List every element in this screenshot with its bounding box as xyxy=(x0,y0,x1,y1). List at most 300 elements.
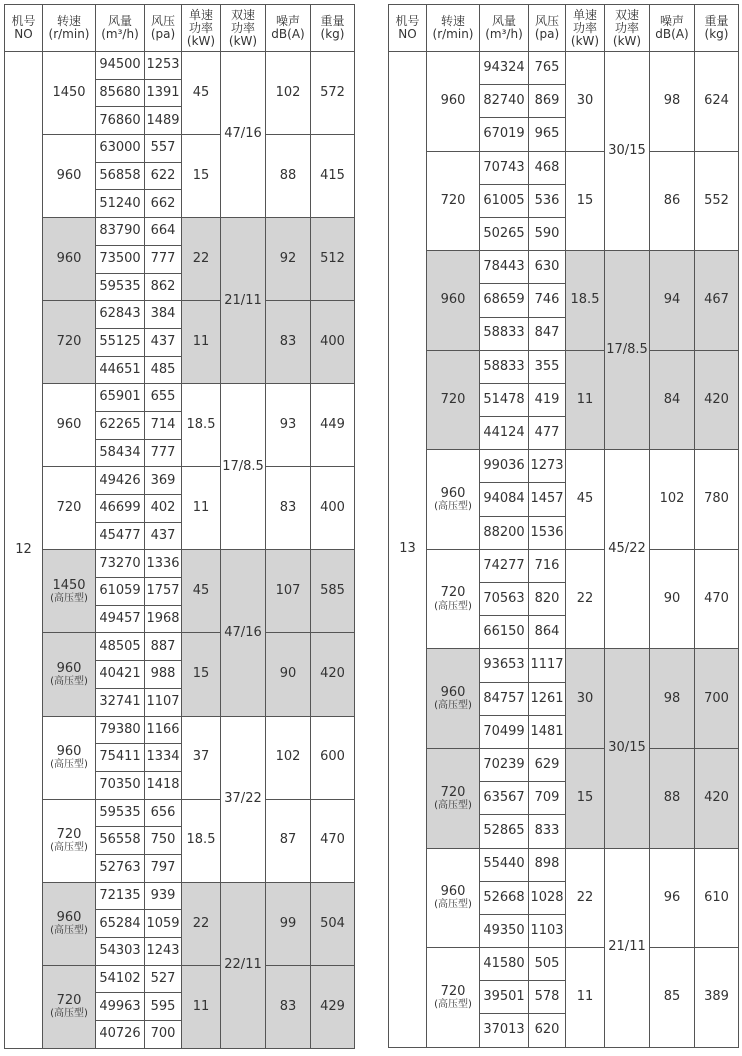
noise-cell: 83 xyxy=(266,965,311,1048)
speed-value: 720 xyxy=(440,983,466,999)
noise-cell: 87 xyxy=(266,799,311,882)
pressure-cell: 578 xyxy=(529,981,566,1014)
table-row xyxy=(389,251,739,284)
airflow-cell: 70563 xyxy=(480,583,529,616)
noise-cell: 83 xyxy=(266,467,311,550)
airflow-cell: 50265 xyxy=(480,217,529,250)
pressure-cell: 1243 xyxy=(145,938,182,966)
noise-cell: 86 xyxy=(650,151,695,251)
pressure-cell: 590 xyxy=(529,217,566,250)
header-line: 机号 xyxy=(11,14,36,28)
speed-value: 1450 xyxy=(52,84,86,100)
high-pressure-note: (高压型) xyxy=(434,899,472,911)
table-row xyxy=(5,384,355,412)
table-row xyxy=(389,52,739,85)
dual-speed-power-cell: 45/22 xyxy=(605,450,650,649)
airflow-cell: 93653 xyxy=(480,649,529,682)
speed-value: 720 xyxy=(440,585,466,601)
header-line: 噪声 xyxy=(275,14,300,28)
airflow-col-header xyxy=(96,5,145,52)
speed-value: 720 xyxy=(440,192,466,208)
header-row xyxy=(389,5,739,52)
high-pressure-note: (高压型) xyxy=(434,799,472,811)
table-row xyxy=(5,218,355,246)
airflow-cell: 70350 xyxy=(96,771,145,799)
single-speed-power-cell: 15 xyxy=(566,151,605,251)
pressure-cell: 505 xyxy=(529,948,566,981)
airflow-cell: 94500 xyxy=(96,52,145,80)
high-pressure-note: (高压型) xyxy=(50,1008,88,1020)
pressure-cell: 833 xyxy=(529,815,566,848)
pressure-cell: 656 xyxy=(145,799,182,827)
high-pressure-note: (高压型) xyxy=(50,759,88,771)
pressure-cell: 709 xyxy=(529,782,566,815)
pressure-cell: 1391 xyxy=(145,79,182,107)
dual-power-col-header xyxy=(221,5,266,52)
table-row xyxy=(389,848,739,881)
airflow-cell: 84757 xyxy=(480,682,529,715)
pressure-cell: 862 xyxy=(145,273,182,301)
table-row xyxy=(5,965,355,993)
pressure-cell: 477 xyxy=(529,417,566,450)
noise-cell: 85 xyxy=(650,948,695,1048)
header-line: 风压 xyxy=(150,14,175,28)
table-row xyxy=(5,716,355,744)
airflow-cell: 73500 xyxy=(96,245,145,273)
speed-value: 1450 xyxy=(52,577,86,593)
weight-cell: 552 xyxy=(695,151,739,251)
table-row xyxy=(389,748,739,781)
airflow-cell: 68659 xyxy=(480,284,529,317)
speed-cell xyxy=(427,649,480,749)
pressure-cell: 1261 xyxy=(529,682,566,715)
high-pressure-note: (高压型) xyxy=(50,676,88,688)
pressure-cell: 716 xyxy=(529,549,566,582)
noise-cell: 88 xyxy=(266,135,311,218)
pressure-cell: 1107 xyxy=(145,688,182,716)
airflow-cell: 62265 xyxy=(96,411,145,439)
table-row xyxy=(5,633,355,661)
airflow-cell: 55125 xyxy=(96,328,145,356)
dual-speed-power-cell: 17/8.5 xyxy=(221,384,266,550)
single-speed-power-cell: 11 xyxy=(182,301,221,384)
airflow-cell: 76860 xyxy=(96,107,145,135)
pressure-cell: 402 xyxy=(145,495,182,523)
speed-value: 960 xyxy=(440,93,466,109)
single-speed-power-cell: 45 xyxy=(182,550,221,633)
airflow-cell: 41580 xyxy=(480,948,529,981)
dual-speed-power-cell: 47/16 xyxy=(221,550,266,716)
dual-speed-power-cell: 47/16 xyxy=(221,52,266,218)
speed-value: 960 xyxy=(56,910,82,925)
pressure-cell: 898 xyxy=(529,848,566,881)
single-speed-power-cell: 30 xyxy=(566,649,605,749)
model-number-cell: 12 xyxy=(5,52,43,1049)
pressure-cell: 527 xyxy=(145,965,182,993)
speed-value: 960 xyxy=(440,685,466,700)
weight-cell: 624 xyxy=(695,52,739,152)
weight-cell: 780 xyxy=(695,450,739,550)
pressure-cell: 662 xyxy=(145,190,182,218)
noise-cell: 96 xyxy=(650,848,695,948)
model-col-header xyxy=(389,5,427,52)
speed-value: 960 xyxy=(56,660,82,676)
airflow-cell: 63000 xyxy=(96,135,145,163)
pressure-cell: 620 xyxy=(529,1014,566,1047)
speed-cell xyxy=(427,848,480,948)
airflow-cell: 99036 xyxy=(480,450,529,483)
speed-cell xyxy=(43,799,96,882)
single-speed-power-cell: 22 xyxy=(182,882,221,965)
airflow-cell: 37013 xyxy=(480,1014,529,1047)
pressure-cell: 630 xyxy=(529,251,566,284)
airflow-cell: 94084 xyxy=(480,483,529,516)
speed-cell xyxy=(427,151,480,251)
weight-cell: 420 xyxy=(695,748,739,848)
speed-value: 960 xyxy=(56,167,82,183)
weight-cell: 585 xyxy=(311,550,355,633)
speed-value: 720 xyxy=(56,334,82,350)
pressure-cell: 988 xyxy=(145,661,182,689)
speed-cell xyxy=(43,633,96,716)
pressure-cell: 419 xyxy=(529,383,566,416)
high-pressure-note: (高压型) xyxy=(50,925,88,937)
pressure-cell: 1028 xyxy=(529,881,566,914)
pressure-cell: 595 xyxy=(145,993,182,1021)
speed-cell xyxy=(43,301,96,384)
pressure-cell: 1968 xyxy=(145,605,182,633)
weight-cell: 400 xyxy=(311,301,355,384)
pressure-cell: 700 xyxy=(145,1021,182,1049)
single-power-col-header xyxy=(566,5,605,52)
airflow-cell: 58833 xyxy=(480,350,529,383)
header-line: 双速 xyxy=(230,7,255,22)
airflow-cell: 46699 xyxy=(96,495,145,523)
single-speed-power-cell: 11 xyxy=(566,948,605,1048)
single-speed-power-cell: 22 xyxy=(182,218,221,301)
airflow-cell: 61005 xyxy=(480,184,529,217)
noise-cell: 93 xyxy=(266,384,311,467)
pressure-cell: 384 xyxy=(145,301,182,329)
pressure-cell: 777 xyxy=(145,439,182,467)
pressure-cell: 714 xyxy=(145,411,182,439)
single-speed-power-cell: 11 xyxy=(566,350,605,450)
pressure-cell: 536 xyxy=(529,184,566,217)
airflow-cell: 44124 xyxy=(480,417,529,450)
pressure-cell: 746 xyxy=(529,284,566,317)
pressure-cell: 847 xyxy=(529,317,566,350)
airflow-cell: 70239 xyxy=(480,748,529,781)
weight-cell: 449 xyxy=(311,384,355,467)
single-speed-power-cell: 11 xyxy=(182,965,221,1048)
airflow-cell: 70499 xyxy=(480,715,529,748)
header-line: 功率 xyxy=(614,20,639,35)
header-line: (pa) xyxy=(150,27,176,41)
airflow-cell: 45477 xyxy=(96,522,145,550)
noise-cell: 84 xyxy=(650,350,695,450)
pressure-cell: 1481 xyxy=(529,715,566,748)
airflow-cell: 61059 xyxy=(96,578,145,606)
model-col-header xyxy=(5,5,43,52)
noise-cell: 92 xyxy=(266,218,311,301)
airflow-cell: 59535 xyxy=(96,273,145,301)
airflow-cell: 44651 xyxy=(96,356,145,384)
airflow-cell: 70743 xyxy=(480,151,529,184)
single-speed-power-cell: 30 xyxy=(566,52,605,152)
single-speed-power-cell: 18.5 xyxy=(566,251,605,351)
weight-cell: 429 xyxy=(311,965,355,1048)
airflow-cell: 78443 xyxy=(480,251,529,284)
weight-cell: 700 xyxy=(695,649,739,749)
header-line: 机号 xyxy=(395,14,420,28)
airflow-cell: 54303 xyxy=(96,938,145,966)
table-row xyxy=(5,550,355,578)
noise-cell: 98 xyxy=(650,649,695,749)
airflow-cell: 85680 xyxy=(96,79,145,107)
header-line: 转速 xyxy=(440,14,465,28)
pressure-cell: 765 xyxy=(529,52,566,85)
noise-cell: 90 xyxy=(650,549,695,649)
single-speed-power-cell: 11 xyxy=(182,467,221,550)
airflow-cell: 62843 xyxy=(96,301,145,329)
airflow-cell: 49350 xyxy=(480,914,529,947)
high-pressure-note: (高压型) xyxy=(50,842,88,854)
dual-power-col-header xyxy=(605,5,650,52)
header-line: (r/min) xyxy=(432,27,474,41)
pressure-cell: 820 xyxy=(529,583,566,616)
pressure-cell: 369 xyxy=(145,467,182,495)
pressure-col-header xyxy=(529,5,566,52)
airflow-cell: 59535 xyxy=(96,799,145,827)
airflow-cell: 49457 xyxy=(96,605,145,633)
table-row xyxy=(389,151,739,184)
airflow-cell: 65284 xyxy=(96,910,145,938)
weight-cell: 470 xyxy=(695,549,739,649)
header-line: (r/min) xyxy=(48,27,90,41)
airflow-cell: 58434 xyxy=(96,439,145,467)
pressure-cell: 1253 xyxy=(145,52,182,80)
header-line: 风量 xyxy=(107,14,132,28)
airflow-cell: 51478 xyxy=(480,383,529,416)
pressure-cell: 468 xyxy=(529,151,566,184)
noise-cell: 83 xyxy=(266,301,311,384)
weight-cell: 389 xyxy=(695,948,739,1048)
single-speed-power-cell: 37 xyxy=(182,716,221,799)
pressure-cell: 629 xyxy=(529,748,566,781)
weight-cell: 400 xyxy=(311,467,355,550)
airflow-cell: 51240 xyxy=(96,190,145,218)
speed-cell xyxy=(43,882,96,965)
speed-value: 720 xyxy=(56,826,82,842)
speed-value: 960 xyxy=(56,251,82,266)
airflow-cell: 49963 xyxy=(96,993,145,1021)
header-line: (kW) xyxy=(570,33,600,48)
weight-cell: 504 xyxy=(311,882,355,965)
weight-col-header xyxy=(311,5,355,52)
dual-speed-power-cell: 17/8.5 xyxy=(605,251,650,450)
pressure-cell: 869 xyxy=(529,85,566,118)
airflow-cell: 58833 xyxy=(480,317,529,350)
pressure-cell: 655 xyxy=(145,384,182,412)
airflow-cell: 54102 xyxy=(96,965,145,993)
pressure-cell: 1757 xyxy=(145,578,182,606)
speed-cell xyxy=(427,450,480,550)
pressure-cell: 664 xyxy=(145,218,182,246)
high-pressure-note: (高压型) xyxy=(434,600,472,612)
speed-value: 720 xyxy=(56,500,82,516)
airflow-cell: 83790 xyxy=(96,218,145,246)
pressure-cell: 965 xyxy=(529,118,566,151)
noise-cell: 99 xyxy=(266,882,311,965)
speed-cell xyxy=(427,948,480,1048)
airflow-cell: 40726 xyxy=(96,1021,145,1049)
single-speed-power-cell: 45 xyxy=(182,52,221,135)
table-row xyxy=(5,301,355,329)
speed-col-header xyxy=(427,5,480,52)
table-row xyxy=(389,450,739,483)
pressure-cell: 750 xyxy=(145,827,182,855)
weight-cell: 467 xyxy=(695,251,739,351)
header-line: (m³/h) xyxy=(101,27,139,41)
airflow-cell: 52668 xyxy=(480,881,529,914)
table-row xyxy=(389,350,739,383)
noise-col-header xyxy=(266,5,311,52)
noise-cell: 94 xyxy=(650,251,695,351)
speed-value: 720 xyxy=(440,784,466,800)
single-speed-power-cell: 45 xyxy=(566,450,605,550)
speed-value: 960 xyxy=(440,485,466,501)
airflow-cell: 74277 xyxy=(480,549,529,582)
speed-cell xyxy=(43,467,96,550)
header-line: dB(A) xyxy=(655,27,689,41)
pressure-cell: 1418 xyxy=(145,771,182,799)
high-pressure-note: (高压型) xyxy=(434,998,472,1010)
speed-cell xyxy=(427,350,480,450)
airflow-cell: 39501 xyxy=(480,981,529,1014)
pressure-cell: 1273 xyxy=(529,450,566,483)
high-pressure-note: (高压型) xyxy=(434,700,472,712)
table-row xyxy=(5,135,355,163)
header-line: 噪声 xyxy=(659,14,684,28)
weight-col-header xyxy=(695,5,739,52)
header-line: dB(A) xyxy=(271,27,305,41)
weight-cell: 415 xyxy=(311,135,355,218)
pressure-cell: 1059 xyxy=(145,910,182,938)
single-speed-power-cell: 22 xyxy=(566,549,605,649)
dual-speed-power-cell: 21/11 xyxy=(221,218,266,384)
speed-cell xyxy=(43,965,96,1048)
header-line: (kW) xyxy=(186,33,216,48)
speed-cell xyxy=(427,748,480,848)
dual-speed-power-cell: 21/11 xyxy=(605,848,650,1047)
header-line: 风量 xyxy=(491,14,516,28)
speed-cell xyxy=(43,218,96,301)
table-row xyxy=(5,52,355,80)
weight-cell: 610 xyxy=(695,848,739,948)
header-line: 双速 xyxy=(614,7,639,22)
airflow-cell: 48505 xyxy=(96,633,145,661)
weight-cell: 600 xyxy=(311,716,355,799)
speed-cell xyxy=(43,135,96,218)
airflow-cell: 66150 xyxy=(480,616,529,649)
dual-speed-power-cell: 30/15 xyxy=(605,52,650,251)
pressure-cell: 1117 xyxy=(529,649,566,682)
pressure-cell: 1166 xyxy=(145,716,182,744)
speed-value: 720 xyxy=(440,391,466,407)
speed-cell xyxy=(427,549,480,649)
airflow-cell: 63567 xyxy=(480,782,529,815)
weight-cell: 420 xyxy=(695,350,739,450)
header-line: 重量 xyxy=(320,14,345,28)
dual-speed-power-cell: 30/15 xyxy=(605,649,650,848)
noise-cell: 88 xyxy=(650,748,695,848)
pressure-col-header xyxy=(145,5,182,52)
header-line: 功率 xyxy=(188,20,213,35)
noise-cell: 98 xyxy=(650,52,695,152)
header-line: 功率 xyxy=(572,20,597,35)
header-line: 转速 xyxy=(56,14,81,28)
speed-value: 720 xyxy=(56,993,82,1009)
pressure-cell: 1536 xyxy=(529,516,566,549)
airflow-cell: 56858 xyxy=(96,162,145,190)
airflow-cell: 55440 xyxy=(480,848,529,881)
speed-value: 960 xyxy=(56,417,82,433)
header-line: (m³/h) xyxy=(485,27,523,41)
pressure-cell: 797 xyxy=(145,854,182,882)
airflow-cell: 40421 xyxy=(96,661,145,689)
pressure-cell: 1103 xyxy=(529,914,566,947)
single-speed-power-cell: 18.5 xyxy=(182,799,221,882)
table-row xyxy=(5,882,355,910)
airflow-col-header xyxy=(480,5,529,52)
weight-cell: 572 xyxy=(311,52,355,135)
airflow-cell: 79380 xyxy=(96,716,145,744)
speed-col-header xyxy=(43,5,96,52)
spec-table-right xyxy=(388,4,739,1048)
speed-cell xyxy=(43,52,96,135)
single-speed-power-cell: 22 xyxy=(566,848,605,948)
header-line: (kg) xyxy=(704,27,729,41)
spec-table-left xyxy=(4,4,355,1049)
speed-cell xyxy=(43,550,96,633)
airflow-cell: 65901 xyxy=(96,384,145,412)
pressure-cell: 355 xyxy=(529,350,566,383)
header-line: 单速 xyxy=(188,7,213,22)
dual-speed-power-cell: 37/22 xyxy=(221,716,266,882)
airflow-cell: 52763 xyxy=(96,854,145,882)
noise-cell: 107 xyxy=(266,550,311,633)
header-line: (kW) xyxy=(612,33,642,48)
model-number-cell: 13 xyxy=(389,52,427,1048)
dual-speed-power-cell: 22/11 xyxy=(221,882,266,1048)
single-speed-power-cell: 15 xyxy=(182,135,221,218)
header-line: 单速 xyxy=(572,7,597,22)
speed-cell xyxy=(427,52,480,152)
noise-cell: 90 xyxy=(266,633,311,716)
table-row xyxy=(389,948,739,981)
pressure-cell: 622 xyxy=(145,162,182,190)
table-row xyxy=(5,799,355,827)
table-row xyxy=(389,549,739,582)
table-row xyxy=(5,467,355,495)
speed-cell xyxy=(43,384,96,467)
pressure-cell: 1457 xyxy=(529,483,566,516)
airflow-cell: 56558 xyxy=(96,827,145,855)
header-line: (kW) xyxy=(228,33,258,48)
header-line: 功率 xyxy=(230,20,255,35)
airflow-cell: 94324 xyxy=(480,52,529,85)
header-line: (kg) xyxy=(320,27,345,41)
